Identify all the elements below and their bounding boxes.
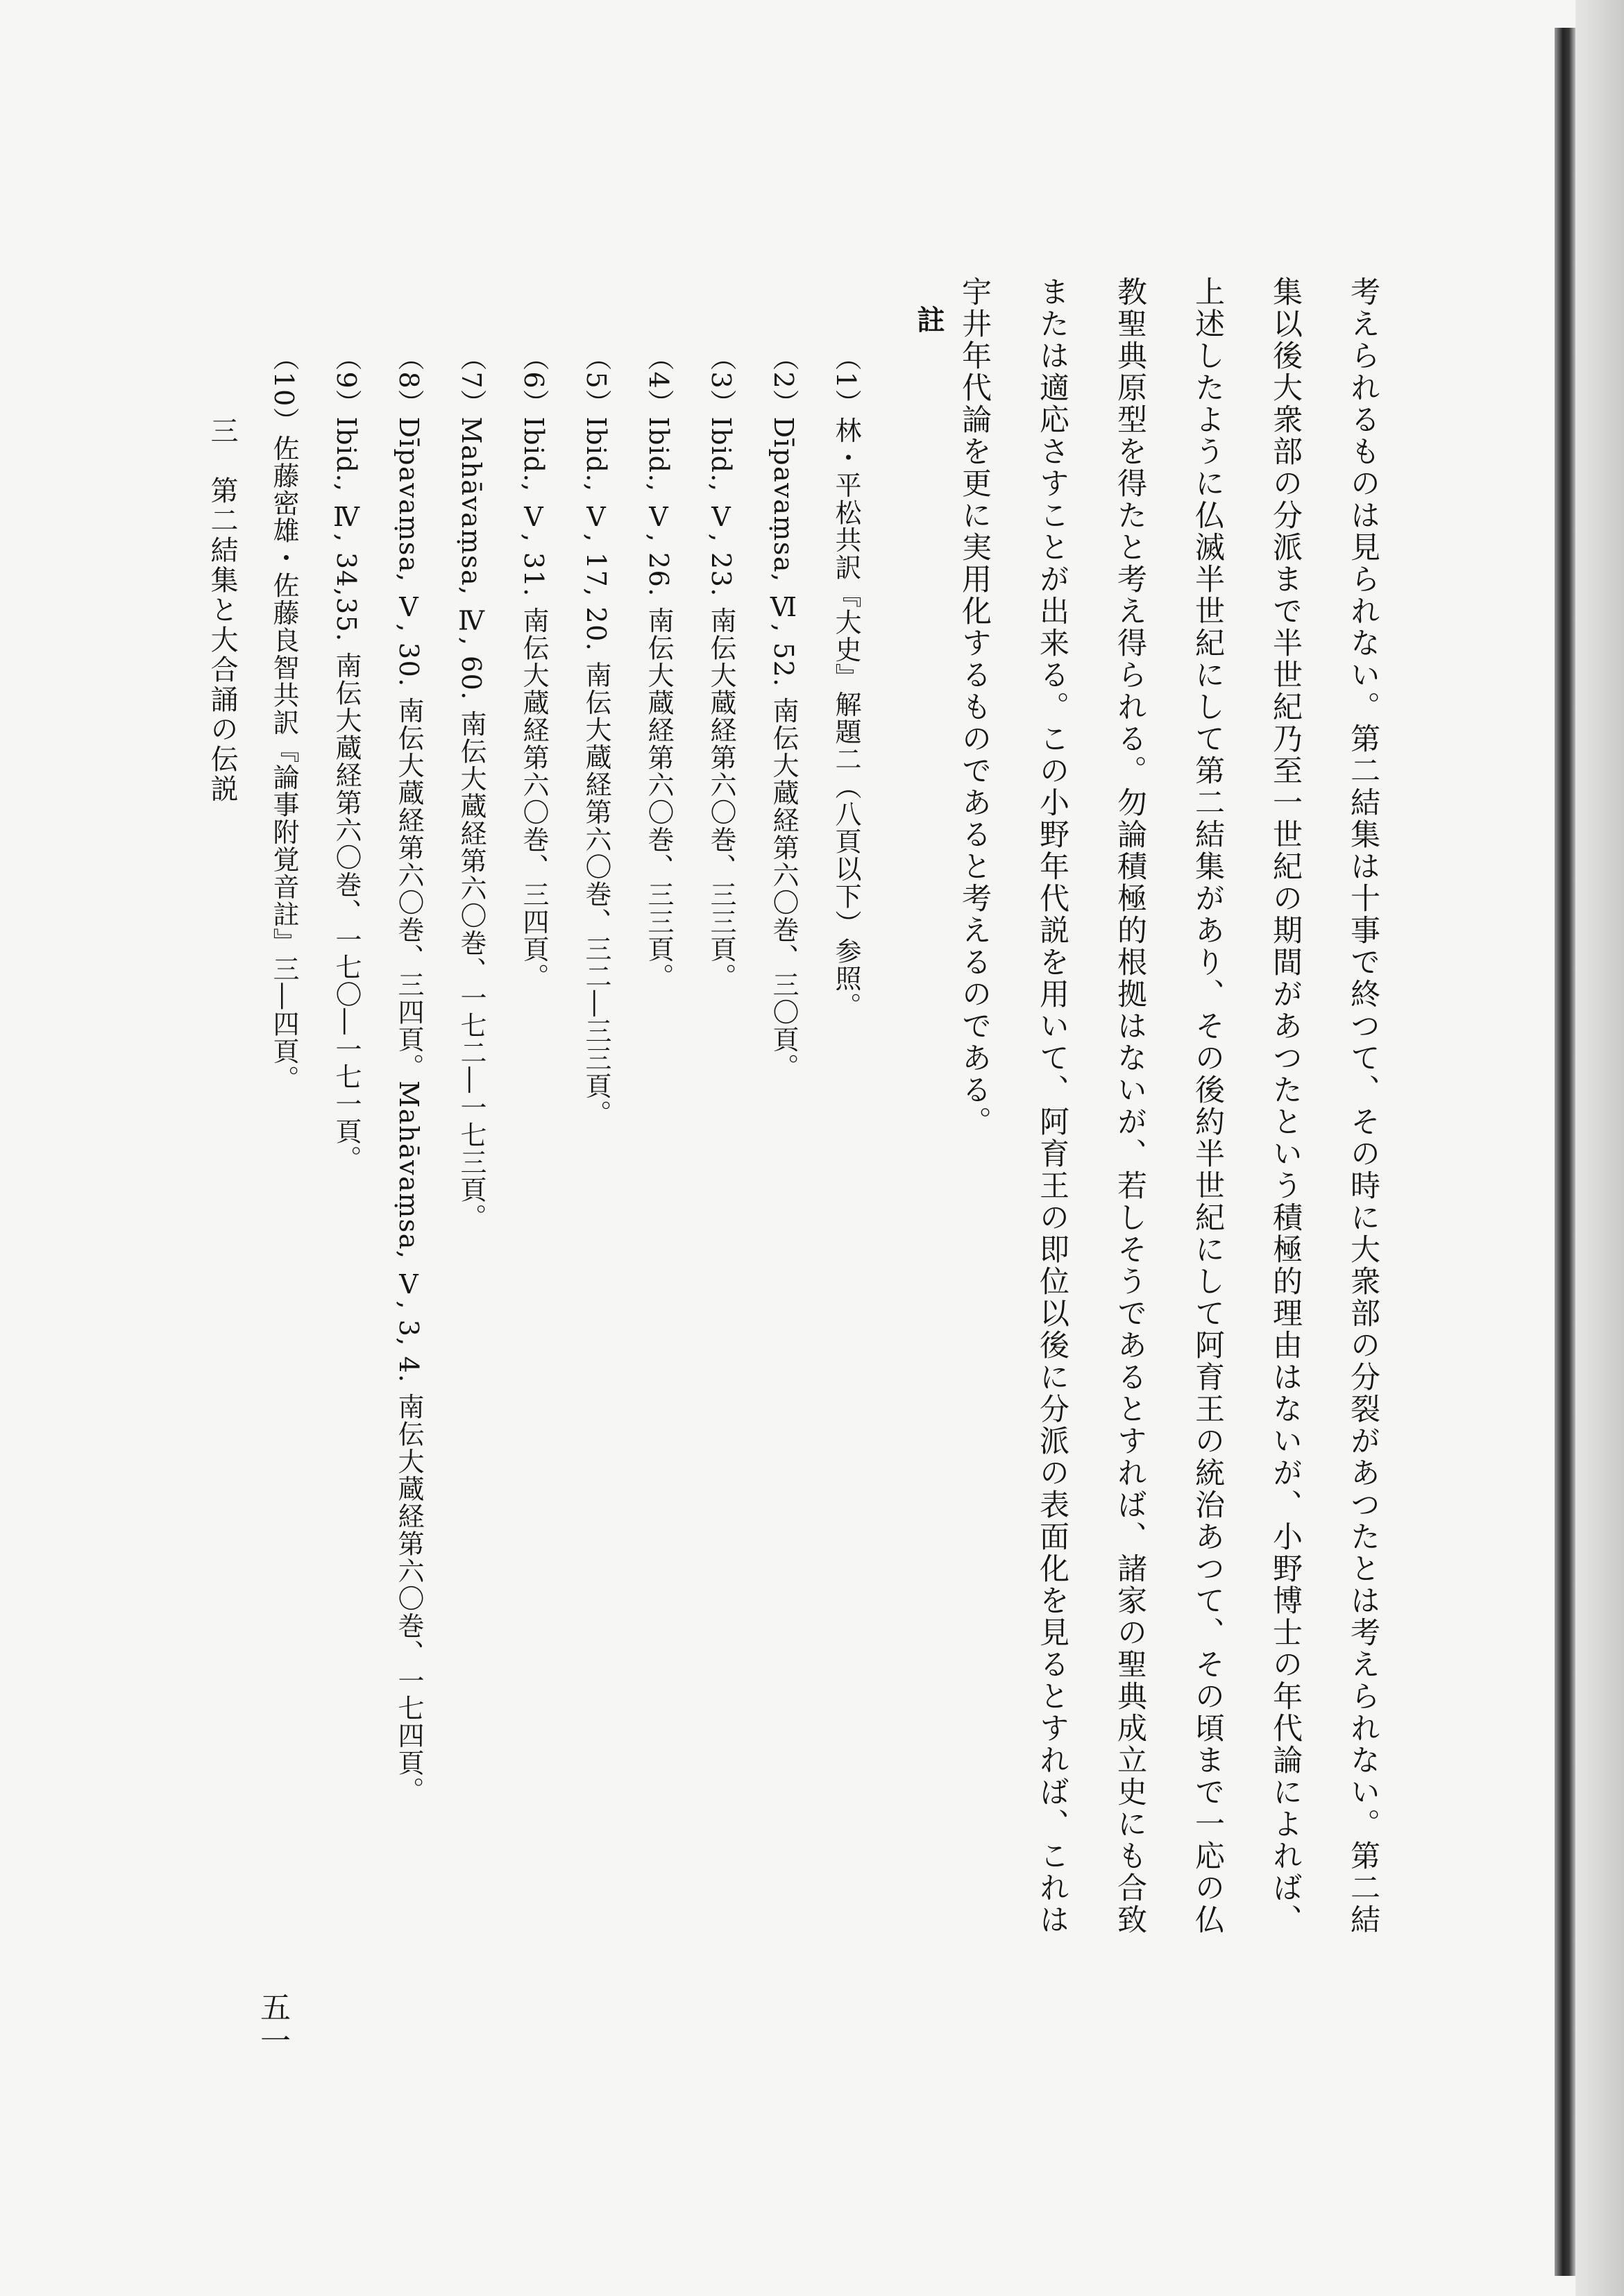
body-line-6: 宇井年代論を更に実用化するものであると考えるのである。: [957, 276, 992, 1138]
note-8: （8）Dīpavaṃsa, Ⅴ, 30. 南伝大蔵経第六〇巻、三四頁。Mahāvaṃsa, Ⅴ, 3, 4. 南伝大蔵経第六〇巻、一七四頁。: [394, 344, 424, 1804]
body-line-3: 上述したように仏滅半世紀にして第二結集があり、その後約半世紀にして阿育王の統治あつて、その頃まで一応の仏: [1190, 276, 1225, 1936]
body-line-4: 教聖典原型を得たと考え得られる。勿論積極的根拠はないが、若しそうであるとすれば、諸家の聖典成立史にも合致: [1113, 276, 1147, 1936]
note-4: （4）Ibid., Ⅴ, 26. 南伝大蔵経第六〇巻、三三頁。: [643, 344, 674, 991]
note-3: （3）Ibid., Ⅴ, 23. 南伝大蔵経第六〇巻、三三頁。: [706, 344, 736, 991]
note-6: （6）Ibid., Ⅴ, 31. 南伝大蔵経第六〇巻、三四頁。: [518, 344, 549, 991]
body-line-2: 集以後大衆部の分派まで半世紀乃至一世紀の期間があつたという積極的理由はないが、小野博士の年代論によれば、: [1268, 276, 1303, 1936]
book-spine-edge: [1555, 28, 1575, 2276]
note-5: （5）Ibid., Ⅴ, 17, 20. 南伝大蔵経第六〇巻、三二―三三頁。: [581, 344, 611, 1128]
page-number: 五一: [255, 1991, 290, 2058]
note-1: （1）林・平松共訳『大史』解題二（八頁以下）参照。: [831, 344, 861, 1020]
body-line-5: または適応さすことが出来る。この小野年代説を用いて、阿育王の即位以後に分派の表面化を見るとすれば、これは: [1035, 276, 1069, 1936]
scan-shadow: [1575, 0, 1624, 2296]
note-9: （9）Ibid., Ⅳ, 34,35. 南伝大蔵経第六〇巻、一七〇―一七一頁。: [331, 344, 362, 1173]
note-10: （10）佐藤密雄・佐藤良智共訳『論事附覚音註』三―四頁。: [269, 344, 299, 1093]
note-7: （7）Mahāvaṃsa, Ⅳ, 60. 南伝大蔵経第六〇巻、一七二―一七三頁。: [456, 344, 487, 1232]
section-title: 三 第二結集と大合誦の伝説: [206, 416, 238, 804]
notes-heading: 註: [913, 305, 945, 333]
note-2: （2）Dīpavaṃsa, Ⅵ, 52. 南伝大蔵経第六〇巻、三〇頁。: [768, 344, 799, 1081]
body-line-1: 考えられるものは見られない。第二結集は十事で終つて、その時に大衆部の分裂があつたとは考えられない。第二結: [1346, 276, 1380, 1936]
